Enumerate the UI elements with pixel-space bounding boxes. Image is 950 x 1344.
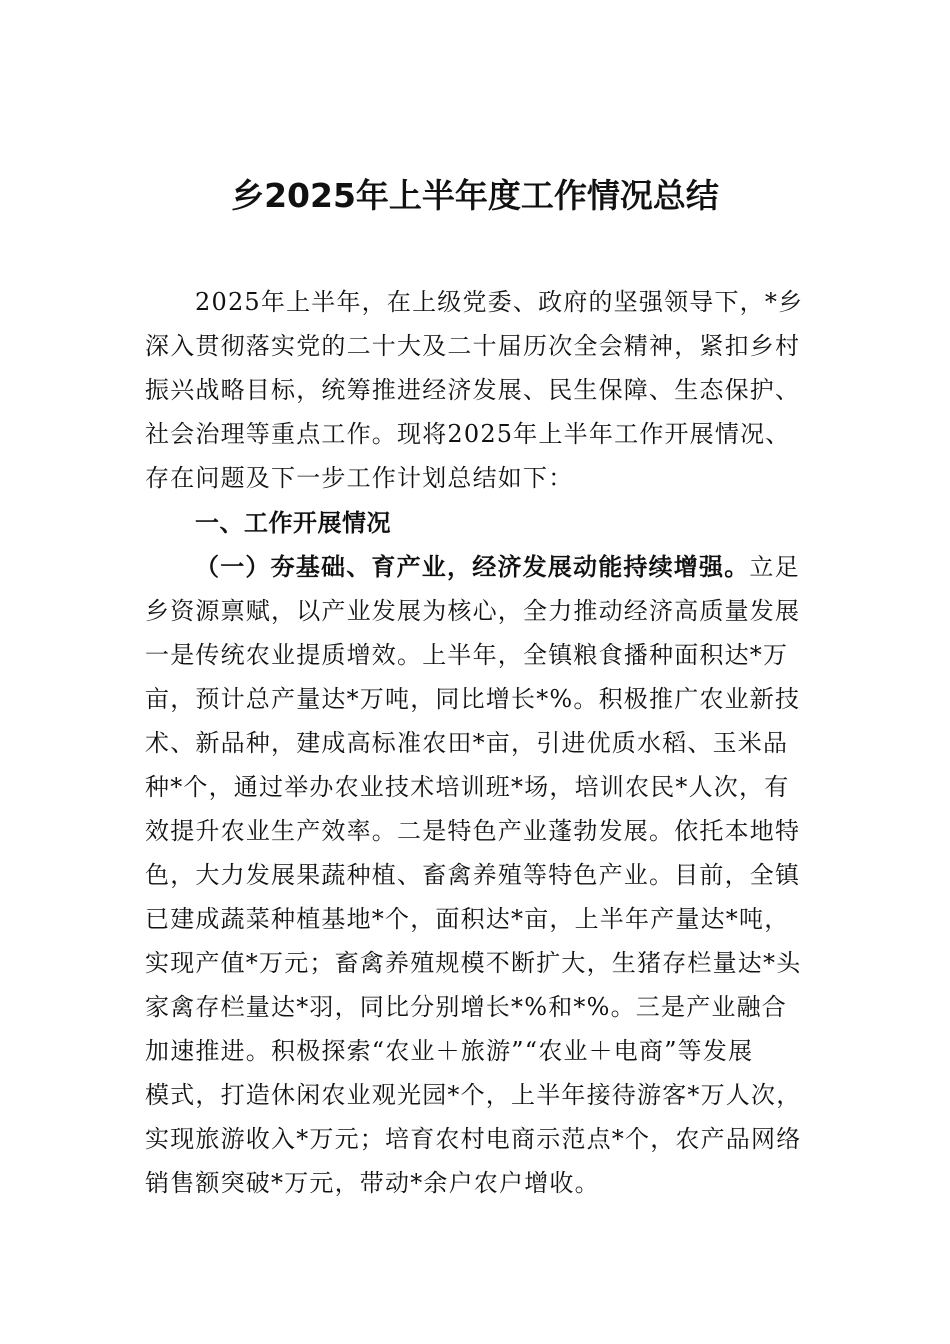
intro-line: 2025年上半年，在上级党委、政府的坚强领导下，*乡 — [195, 288, 804, 316]
body-line: 乡资源禀赋，以产业发展为核心，全力推动经济高质量发展 — [145, 597, 801, 625]
body-line: 亩，预计总产量达*万吨，同比增长*%。积极推广农业新技 — [145, 685, 801, 713]
body-line: 一是传统农业提质增效。上半年，全镇粮食播种面积达*万 — [145, 641, 789, 669]
body-line: 色，大力发展果蔬种植、畜禽养殖等特色产业。目前，全镇 — [145, 861, 801, 889]
body-line: 模式，打造休闲农业观光园*个，上半年接待游客*万人次， — [145, 1081, 802, 1109]
body-text: 立足 — [749, 553, 800, 581]
section-heading: 一、工作开展情况 — [195, 509, 391, 537]
body-line: 已建成蔬菜种植基地*个，面积达*亩，上半年产量达*吨， — [145, 905, 790, 933]
subsection-heading: （一）夯基础、育产业，经济发展动能持续增强。 — [195, 552, 750, 581]
body-line: 实现产值*万元；畜禽养殖规模不断扩大，生猪存栏量达*头 — [145, 949, 802, 977]
body-line: 效提升农业生产效率。二是特色产业蓬勃发展。依托本地特 — [145, 817, 801, 845]
document-title: 乡2025年上半年度工作情况总结 — [231, 176, 719, 215]
intro-line: 深入贯彻落实党的二十大及二十届历次全会精神，紧扣乡村 — [145, 332, 801, 360]
intro-line: 社会治理等重点工作。现将2025年上半年工作开展情况、 — [145, 420, 791, 448]
subsection-first-line — [195, 547, 800, 587]
body-line: 家禽存栏量达*羽，同比分别增长*%和*%。三是产业融合 — [145, 993, 788, 1021]
body-line: 加速推进。积极探索“农业＋旅游”“农业＋电商”等发展 — [145, 1037, 754, 1065]
body-line: 销售额突破*万元，带动*余户农户增收。 — [145, 1169, 600, 1197]
intro-line: 存在问题及下一步工作计划总结如下： — [145, 464, 574, 492]
body-line: 实现旅游收入*万元；培育农村电商示范点*个，农产品网络 — [145, 1125, 802, 1153]
body-line: 种*个，通过举办农业技术培训班*场，培训农民*人次，有 — [145, 773, 790, 801]
body-line: 术、新品种，建成高标准农田*亩，引进优质水稻、玉米品 — [145, 729, 789, 757]
intro-line: 振兴战略目标，统筹推进经济发展、民生保障、生态保护、 — [145, 376, 801, 404]
